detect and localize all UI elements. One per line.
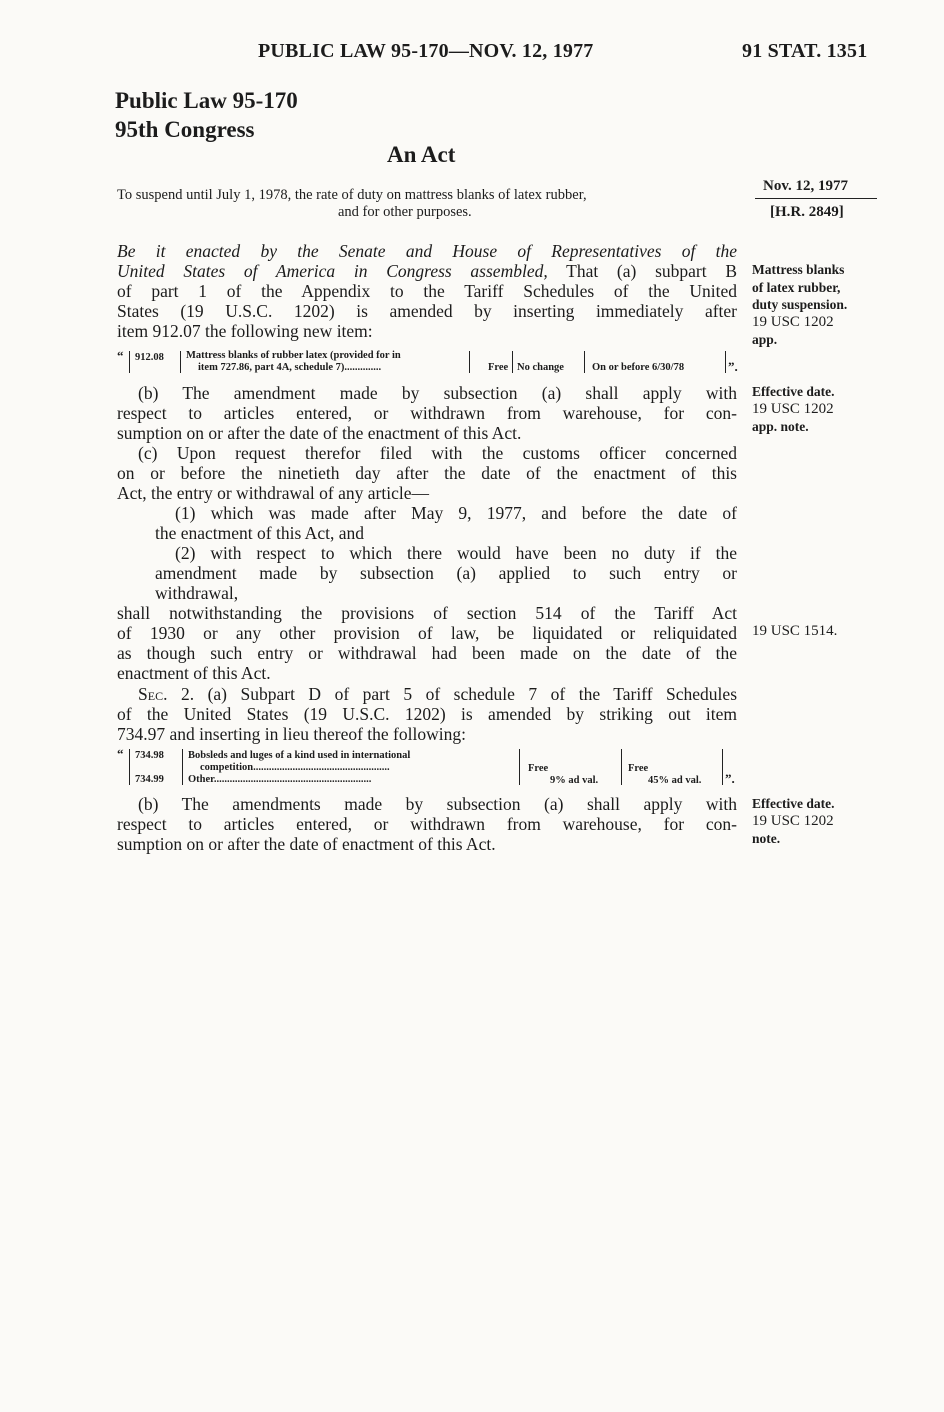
body-line: item 912.07 the following new item:: [117, 321, 373, 341]
body-line: Act, the entry or withdrawal of any article—: [117, 483, 429, 503]
body-line: 734.97 and inserting in lieu thereof the following:: [117, 724, 466, 744]
margin-note-mattress: Mattress blanks of latex rubber, duty suspension. 19 USC 1202 app.: [752, 262, 848, 347]
body-line: enactment of this Act.: [117, 663, 271, 683]
body-line: respect to articles entered, or withdrawn from warehouse, for con-: [117, 403, 737, 423]
effective-period: On or before 6/30/78: [592, 362, 685, 373]
act-purpose-line-1: To suspend until July 1, 1978, the rate of duty on mattress blanks of latex rubber,: [117, 187, 587, 203]
rate-no-change: No change: [517, 362, 564, 373]
open-quote: “: [117, 348, 124, 363]
bill-number: [H.R. 2849]: [770, 204, 844, 220]
enactment-date: Nov. 12, 1977: [763, 178, 849, 194]
column1-rate: 9% ad val.: [550, 775, 599, 786]
body-line: (2) with respect to which there would have been no duty if the: [175, 543, 737, 563]
column2-free: Free: [628, 763, 649, 774]
enacting-clause-line-1: Be it enacted by the Senate and House of Representatives of the: [117, 241, 737, 261]
tariff-item-number: 912.08: [135, 352, 164, 363]
body-line: sumption on or after the date of the enactment of this Act.: [117, 423, 522, 443]
body-line: Sec. 2. (a) Subpart D of part 5 of schedule 7 of the Tariff Schedules: [138, 684, 738, 704]
body-line: (b) The amendment made by subsection (a) shall apply with: [138, 383, 737, 403]
enacting-clause-line-2: United States of America in Congress assembled, That (a) subpart B: [117, 261, 737, 281]
close-quote: ”.: [725, 771, 735, 786]
body-line: States (19 U.S.C. 1202) is amended by inserting immediately after: [117, 301, 737, 321]
running-title: PUBLIC LAW 95-170—NOV. 12, 1977: [258, 40, 594, 62]
public-law-number: Public Law 95-170: [115, 88, 298, 113]
body-line: (c) Upon request therefor filed with the customs officer concerned: [138, 443, 737, 463]
rate-free: Free: [488, 362, 509, 373]
tariff-item-number: 734.99: [135, 774, 164, 785]
body-line: shall notwithstanding the provisions of section 514 of the Tariff Act: [117, 603, 737, 623]
body-line: of 1930 or any other provision of law, be liquidated or reliquidated: [117, 623, 737, 643]
body-line: as though such entry or withdrawal had been made on the date of the: [117, 643, 737, 663]
close-quote: ”.: [728, 359, 738, 374]
column2-rate: 45% ad val.: [648, 775, 702, 786]
act-purpose-line-2: and for other purposes.: [338, 204, 472, 220]
body-line: (1) which was made after May 9, 1977, and before the date of: [175, 503, 737, 523]
tariff-description: Mattress blanks of rubber latex (provided for in item 727.86, part 4A, schedule 7)..............: [186, 350, 401, 373]
date-rule: [755, 198, 877, 199]
stat-reference: 91 STAT. 1351: [742, 40, 868, 62]
section-2-label: Sec. 2.: [138, 684, 195, 704]
body-line: of part 1 of the Appendix to the Tariff Schedules of the United: [117, 281, 737, 301]
act-label: An Act: [387, 142, 456, 167]
body-line: withdrawal,: [155, 583, 239, 603]
margin-note-effective-date-2: Effective date. 19 USC 1202 note.: [752, 796, 835, 846]
margin-note-effective-date-1: Effective date. 19 USC 1202 app. note.: [752, 384, 835, 434]
tariff-item-number: 734.98: [135, 750, 164, 761]
congress-label: 95th Congress: [115, 117, 255, 142]
column1-free: Free: [528, 763, 549, 774]
body-line: (b) The amendments made by subsection (a) shall apply with: [138, 794, 737, 814]
body-line: respect to articles entered, or withdrawn from warehouse, for con-: [117, 814, 737, 834]
tariff-description: Bobsleds and luges of a kind used in international competition.................................................... Other............................................................: [188, 750, 411, 785]
body-line: the enactment of this Act, and: [155, 523, 364, 543]
body-line: sumption on or after the date of enactment of this Act.: [117, 834, 496, 854]
open-quote: “: [117, 746, 124, 761]
body-line: on or before the ninetieth day after the date of the enactment of this: [117, 463, 737, 483]
body-line: of the United States (19 U.S.C. 1202) is amended by striking out item: [117, 704, 737, 724]
margin-note-usc-1514: 19 USC 1514.: [752, 623, 838, 639]
body-line: amendment made by subsection (a) applied to such entry or: [155, 563, 737, 583]
